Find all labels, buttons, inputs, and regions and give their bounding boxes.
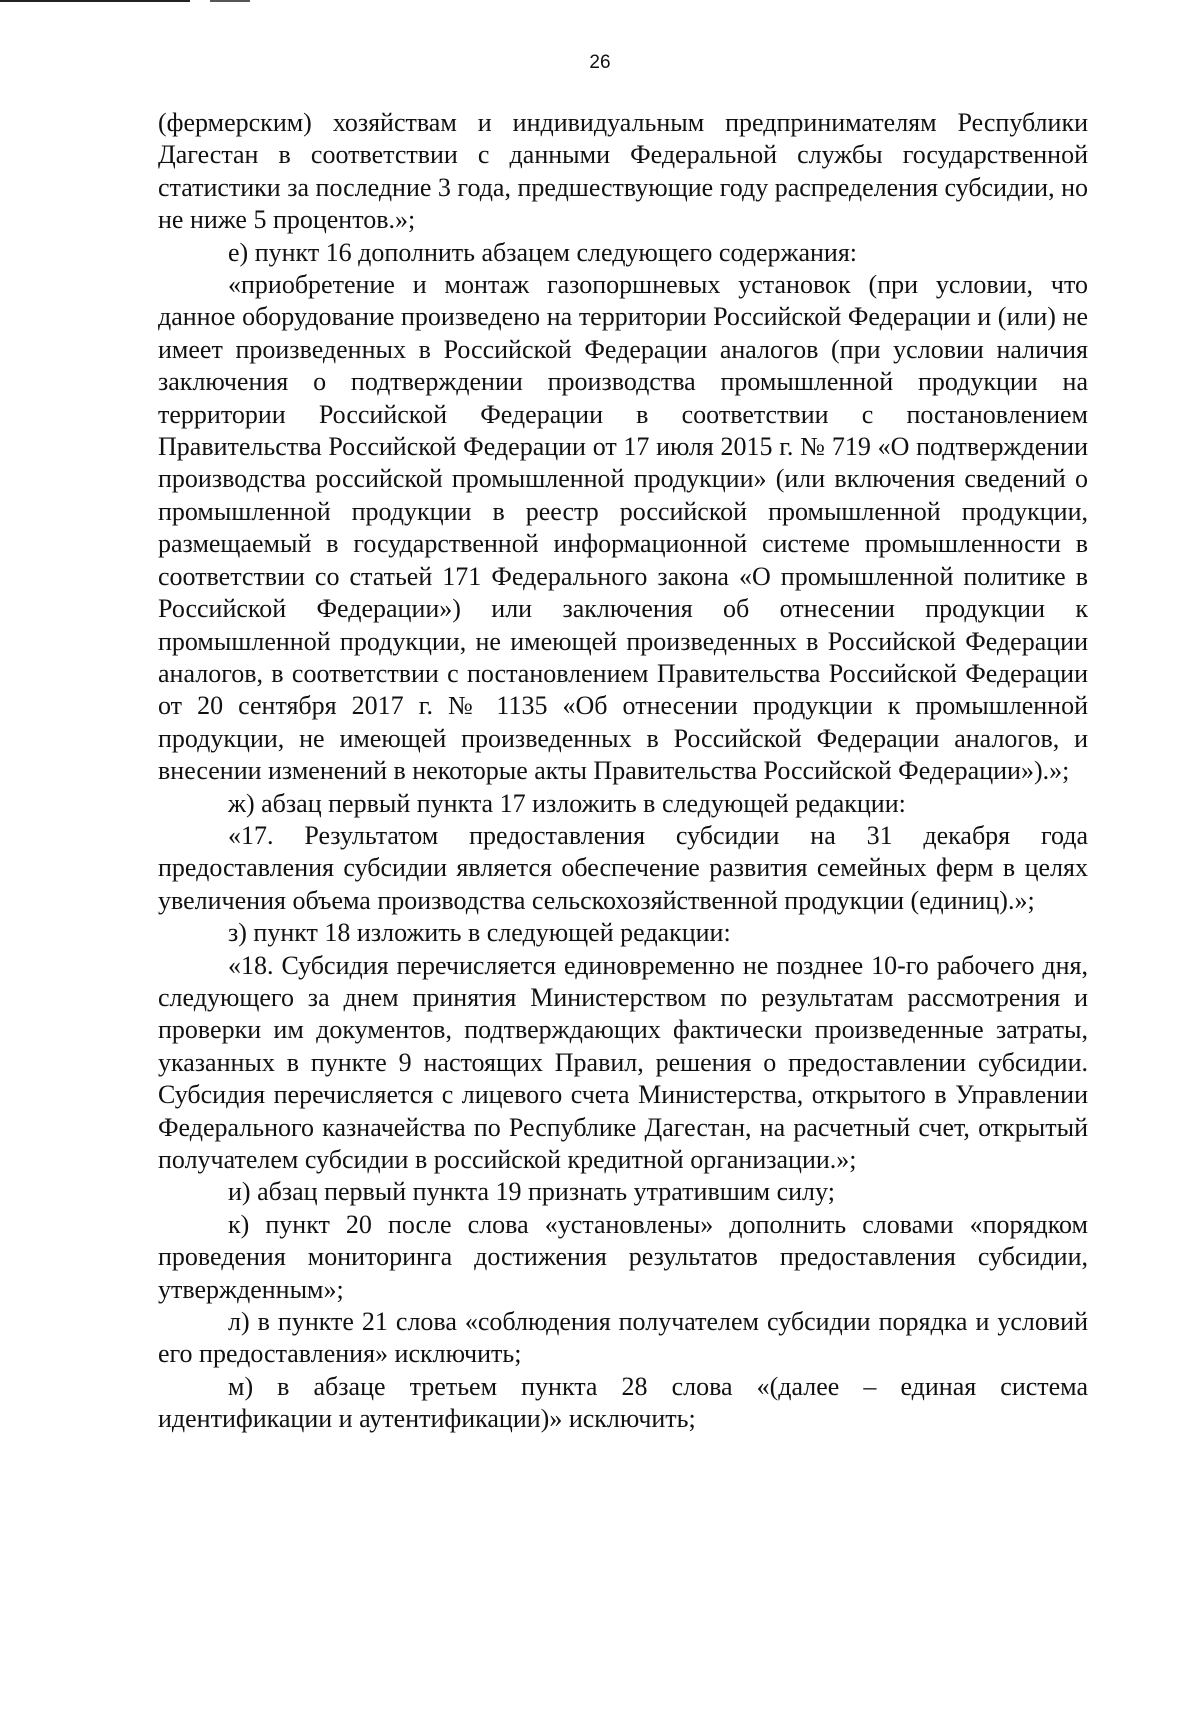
- paragraph-point-17: «17. Результатом предоставления субсидии на 31 декабря года предоставления субсидии является обеспечение развития семейных ферм в целях увеличения объема производства сельскохозяйственной продукции (единиц).»;: [158, 820, 1088, 915]
- paragraph-item-z: з) пункт 18 изложить в следующей редакции:: [228, 918, 731, 948]
- page-number: 26: [589, 52, 611, 73]
- paragraph-item-m: м) в абзаце третьем пункта 28 слова «(далее – единая система идентификации и аутентификации)» исключить;: [158, 1371, 1088, 1434]
- paragraph-item-i: и) абзац первый пункта 19 признать утратившим силу;: [228, 1177, 835, 1207]
- paragraph-continuation: (фермерским) хозяйствам и индивидуальным предпринимателям Республики Дагестан в соответствии с данными Федеральной службы государственной статистики за последние 3 года, предшествующие году распределения субсидии, но не ниже 5 процентов.»;: [158, 108, 1088, 235]
- paragraph-item-e: е) пункт 16 дополнить абзацем следующего содержания:: [228, 237, 858, 267]
- paragraph-point-18: «18. Субсидия перечисляется единовременно не позднее 10-го рабочего дня, следующего за днем принятия Министерством по результатам рассмотрения и проверки им документов, подтверждающих фактически произведенные затраты, указанных в пункте 9 настоящих Правил, решения о предоставлении субсидии. Субсидия перечисляется с лицевого счета Министерства, открытого в Управлении Федерального казначейства по Республике Дагестан, на расчетный счет, открытый получателем субсидии в российской кредитной организации.»;: [158, 950, 1088, 1174]
- paragraph-item-zh: ж) абзац первый пункта 17 изложить в следующей редакции:: [228, 788, 906, 818]
- scan-edge-mark: [0, 0, 190, 2]
- paragraph-gas-installations: «приобретение и монтаж газопоршневых установок (при условии, что данное оборудование произведено на территории Российской Федерации и (или) не имеет произведенных в Российской Федерации аналогов (при условии наличия заключения о подтверждении производства промышленной продукции на территории Российской Федерации в соответствии с постановлением Правительства Российской Федерации от 17 июля 2015 г. № 719 «О подтверждении производства российской промышленной продукции» (или включения сведений о промышленной продукции в реестр российской промышленной продукции, размещаемый в государственной информационной системе промышленности в соответствии со статьей 171 Федерального закона «О промышленной политике в Российской Федерации») или заключения об отнесении продукции к промышленной продукции, не имеющей произведенных в Российской Федерации аналогов, в соответствии с постановлением Правительства Российской Федерации от 20 сентября 2017 г. № 1135 «Об отнесении продукции к промышленной продукции, не имеющей произведенных в Российской Федерации аналогов, и внесении изменений в некоторые акты Правительства Российской Федерации»).»;: [158, 270, 1088, 786]
- paragraph-item-k: к) пункт 20 после слова «установлены» дополнить словами «порядком проведения мониторинга достижения результатов предоставления субсидии, утвержденным»;: [158, 1209, 1088, 1304]
- paragraph-item-l: л) в пункте 21 слова «соблюдения получателем субсидии порядка и условий его предоставления» исключить;: [158, 1307, 1088, 1369]
- document-body: [158, 107, 1088, 1436]
- scan-edge-mark-secondary: [210, 0, 250, 2]
